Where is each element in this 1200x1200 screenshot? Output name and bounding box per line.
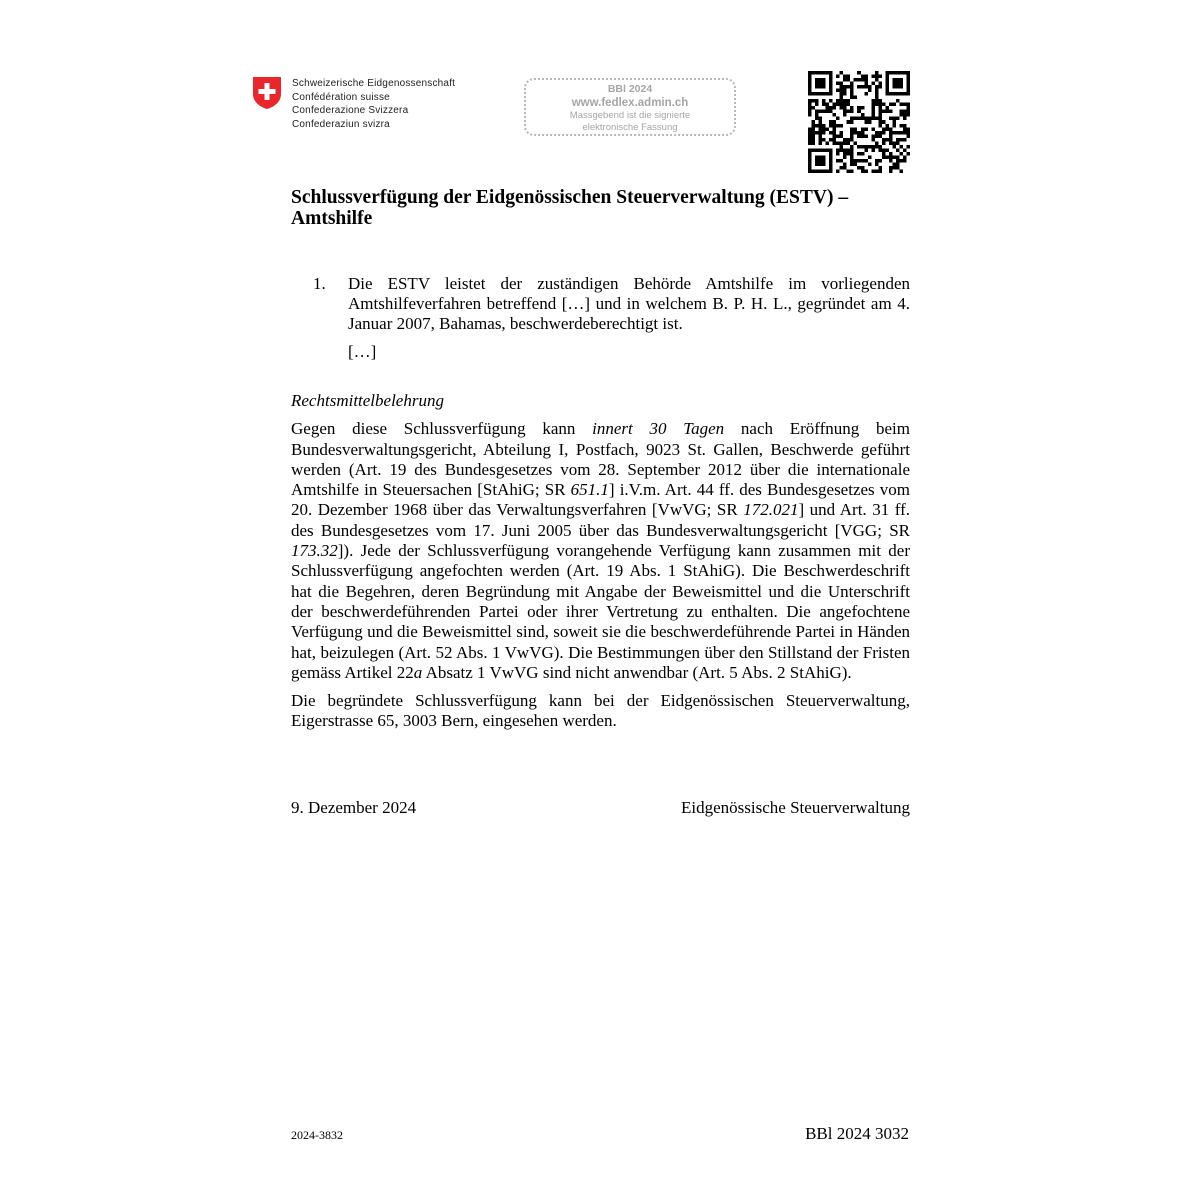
- title-line-2: Amtshilfe: [291, 208, 373, 229]
- bbl-reference: BBl 2024 3032: [805, 1124, 909, 1143]
- p1-i: ]). Jede der Schlussverfügung vorangehende Verfügung kann zusammen mit der Schlussverfügung angefochten werden (Art. 19 Abs. 1 StAhiG). Die Beschwerdeschrift hat die Begehren, deren Begründung mit Angabe der Beweismittel und die Unterschrift der beschwerdeführenden Partei oder ihrer Vertretung zu enthalten. Die angefochtene Verfügung und die Beweismittel sind, soweit sie die beschwerdeführende Partei in Händen hat, beizulegen (Art. 52 Abs. 1 VwVG). Die Bestimmungen über den Stillstand der Fristen gemäss Artikel 22: [291, 541, 910, 682]
- org-name-fr: Confédération suisse: [292, 91, 390, 103]
- document-number: 2024-3832: [291, 1128, 343, 1142]
- p1-c: nach Eröffnung beim Bundesverwaltungsgericht, Abteilung I, Postfach, 9023 St. Gallen, Beschwerde geführt werden (Art. 19 des Bundesgesetzes vom 28. September 2012 über die internationale Amtshilfe in Steuersachen [StAhiG; SR: [291, 419, 911, 500]
- qr-code-icon: [808, 71, 910, 173]
- p1-g: ] und Art. 31 ff. des Bundesgesetzes vom 17. Juni 2005 über das Bundesverwaltungsgericht [VGG; SR: [291, 500, 910, 540]
- item-number: 1.: [313, 274, 326, 293]
- decision-item: [313, 274, 910, 362]
- p1-sr-173: 173.32: [291, 541, 338, 561]
- org-names: [292, 77, 455, 131]
- org-name-de: Schweizerische Eidgenossenschaft: [292, 78, 456, 89]
- signature-stamp: [524, 78, 736, 136]
- p1-sr-651: 651.1: [570, 480, 609, 500]
- item-text: Die ESTV leistet der zuständigen Behörde Amtshilfe im vorliegenden Amtshilfeverfahren betreffend […] und in welchem B. P. H. L., gegründet am 4. Januar 2007, Bahamas, beschwerdeberechtigt ist.: [348, 274, 910, 333]
- swiss-coat-of-arms-icon: [252, 76, 282, 110]
- stamp-line-1: BBl 2024: [607, 83, 653, 95]
- document-date: 9. Dezember 2024: [291, 798, 417, 817]
- org-name-it: Confederazione Svizzera: [292, 105, 409, 116]
- issuing-authority: Eidgenössische Steuerverwaltung: [681, 798, 910, 817]
- org-name-rm: Confederaziun svizra: [292, 118, 390, 130]
- p1-deadline: innert 30 Tagen: [592, 419, 725, 439]
- stamp-line-3: Massgebend ist die signierte: [569, 110, 691, 121]
- p1-e: ] i.V.m. Art. 44 ff. des Bundesgesetzes vom 20. Dezember 1968 über das Verwaltungsverfahren [VwVG; SR: [291, 480, 911, 520]
- p1-sr-172: 172.021: [743, 500, 799, 520]
- legal-remedy-section: [291, 391, 910, 740]
- document-title: [291, 187, 911, 229]
- p1-a: Gegen diese Schlussverfügung kann: [291, 419, 593, 439]
- stamp-line-2: www.fedlex.admin.ch: [571, 97, 689, 109]
- stamp-line-4: elektronische Fassung: [582, 122, 678, 133]
- title-line-1: Schlussverfügung der Eidgenössischen Steuerverwaltung (ESTV) –: [291, 187, 849, 208]
- section-heading: Rechtsmittelbelehrung: [291, 391, 444, 410]
- section-paragraph-1: [291, 419, 910, 683]
- p1-article-suffix: a: [413, 662, 423, 682]
- p1-k: Absatz 1 VwVG sind nicht anwendbar (Art. 5 Abs. 2 StAhiG).: [422, 662, 852, 682]
- section-paragraph-2: Die begründete Schlussverfügung kann bei der Eidgenössischen Steuerverwaltung, Eigerstrasse 65, 3003 Bern, eingesehen werden.: [291, 691, 910, 731]
- item-ellipsis: […]: [348, 342, 377, 361]
